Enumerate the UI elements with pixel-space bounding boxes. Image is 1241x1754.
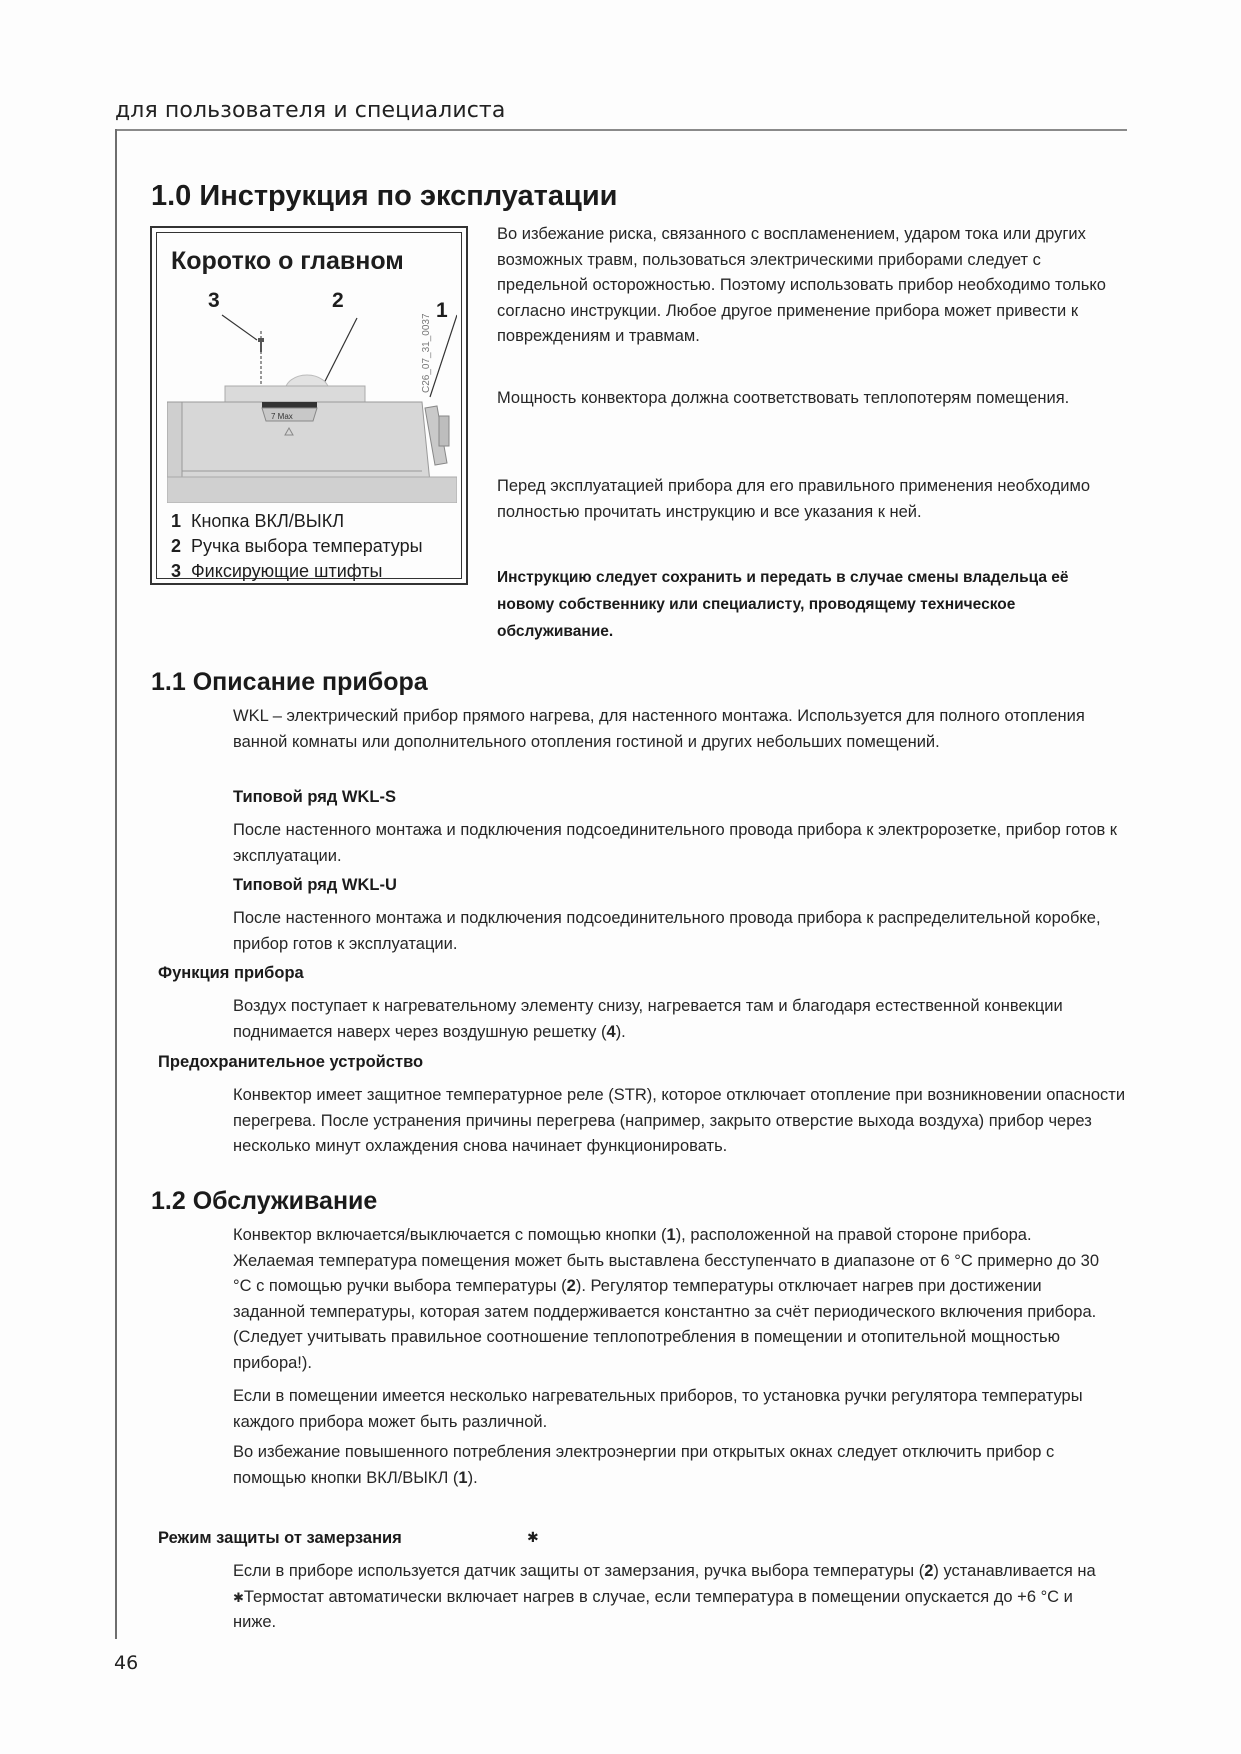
callout-2: 2 [332,289,344,312]
safety-heading: Предохранительное устройство [158,1053,424,1071]
intro-paragraph-2: Мощность конвектора должна соответствовать теплопотерям помещения. [497,389,1070,407]
convector-illustration [167,303,457,503]
summary-title: Коротко о главном [171,247,404,275]
header-rule [115,129,1127,131]
snowflake-icon: ✱ [233,1589,244,1605]
left-margin-rule [115,129,117,1639]
summary-legend [171,509,423,584]
operation-paragraph-3: Во избежание повышенного потребления электроэнергии при открытых окнах следует отключить прибор с помощью кнопки ВКЛ/ВЫКЛ (1). [233,1443,1055,1487]
frost-mode-text: Если в приборе используется датчик защиты от замерзания, ручка выбора температуры (2) устанавливается на ✱Термостат автоматически включает нагрев в случае, если температура в помещении опускается до +6 °C и ниже. [233,1562,1096,1631]
series-u-heading: Типовой ряд WKL-U [233,876,397,894]
series-u-text: После настенного монтажа и подключения подсоединительного провода прибора к распределительной коробке, прибор готов к эксплуатации. [233,909,1101,953]
function-text: Воздух поступает к нагревательному элементу снизу, нагревается там и благодаря естественной конвекции поднимается наверх через воздушную решетку (4). [233,997,1063,1041]
safety-text: Конвектор имеет защитное температурное реле (STR), которое отключает отопление при возникновении опасности перегрева. После устранения причины перегрева (например, закрыто отверстие выхода воздуха) прибор через несколько минут охлаждения снова начинает функционировать. [233,1086,1126,1155]
operation-paragraph-2: Если в помещении имеется несколько нагревательных приборов, то установка ручки регулятора температуры каждого прибора может быть различной. [233,1387,1083,1431]
page-number: 46 [114,1652,139,1674]
series-s-text: После настенного монтажа и подключения подсоединительного провода прибора к электророзетке, прибор готов к эксплуатации. [233,821,1118,865]
intro-paragraph-3: Перед эксплуатацией прибора для его правильного применения необходимо полностью прочитать инструкцию и все указания к ней. [497,477,1091,521]
section-heading-1-0: 1.0 Инструкция по эксплуатации [151,180,618,212]
dial-label: 7 Max [271,412,293,421]
operation-paragraph-1: Конвектор включается/выключается с помощью кнопки (1), расположенной на правой стороне прибора. Желаемая температура помещения может быть выставлена бесступенчато в диапазоне от 6 °C примерно до 30 °C с помощью ручки выбора температуры (2). Регулятор температуры отключает нагрев при достижении заданной температуры, которая затем поддерживается константно за счёт периодического включения прибора. (Следует учитывать правильное соотношение теплопотребления в помещении и отопительной мощностью прибора!). [233,1226,1100,1372]
function-heading: Функция прибора [158,964,304,982]
device-description: WKL – электрический прибор прямого нагрева, для настенного монтажа. Используется для полного отопления ванной комнаты или дополнительного отопления гостиной и других небольших помещений. [233,707,1085,751]
legend-item: 1 Кнопка ВКЛ/ВЫКЛ [171,511,345,531]
section-heading-1-2: 1.2 Обслуживание [151,1187,378,1215]
frost-mode-heading: Режим защиты от замерзания [158,1529,402,1547]
keep-instructions-note: Инструкцию следует сохранить и передать в случае смены владельца её новому собственнику или специалисту, проводящему техническое обслуживание. [497,569,1069,640]
callout-1: 1 [436,299,448,322]
summary-box [150,226,468,585]
legend-item: 3 Фиксирующие штифты [171,561,383,581]
callout-3: 3 [208,289,220,312]
figure-code: C26_07_31_0037 [421,313,432,393]
legend-item: 2 Ручка выбора температуры [171,536,423,556]
summary-box-inner [156,232,462,579]
intro-paragraph-1: Во избежание риска, связанного с воспламенением, ударом тока или других возможных травм, пользоваться электрическими приборами следует с предельной осторожностью. Поэтому использовать прибор необходимо только согласно инструкции. Любое другое применение прибора может привести к повреждениям и травмам. [497,225,1106,345]
section-heading-1-1: 1.1 Описание прибора [151,668,428,696]
running-header: для пользователя и специалиста [115,98,506,123]
snowflake-icon: ✱ [527,1530,539,1546]
series-s-heading: Типовой ряд WKL-S [233,788,396,806]
